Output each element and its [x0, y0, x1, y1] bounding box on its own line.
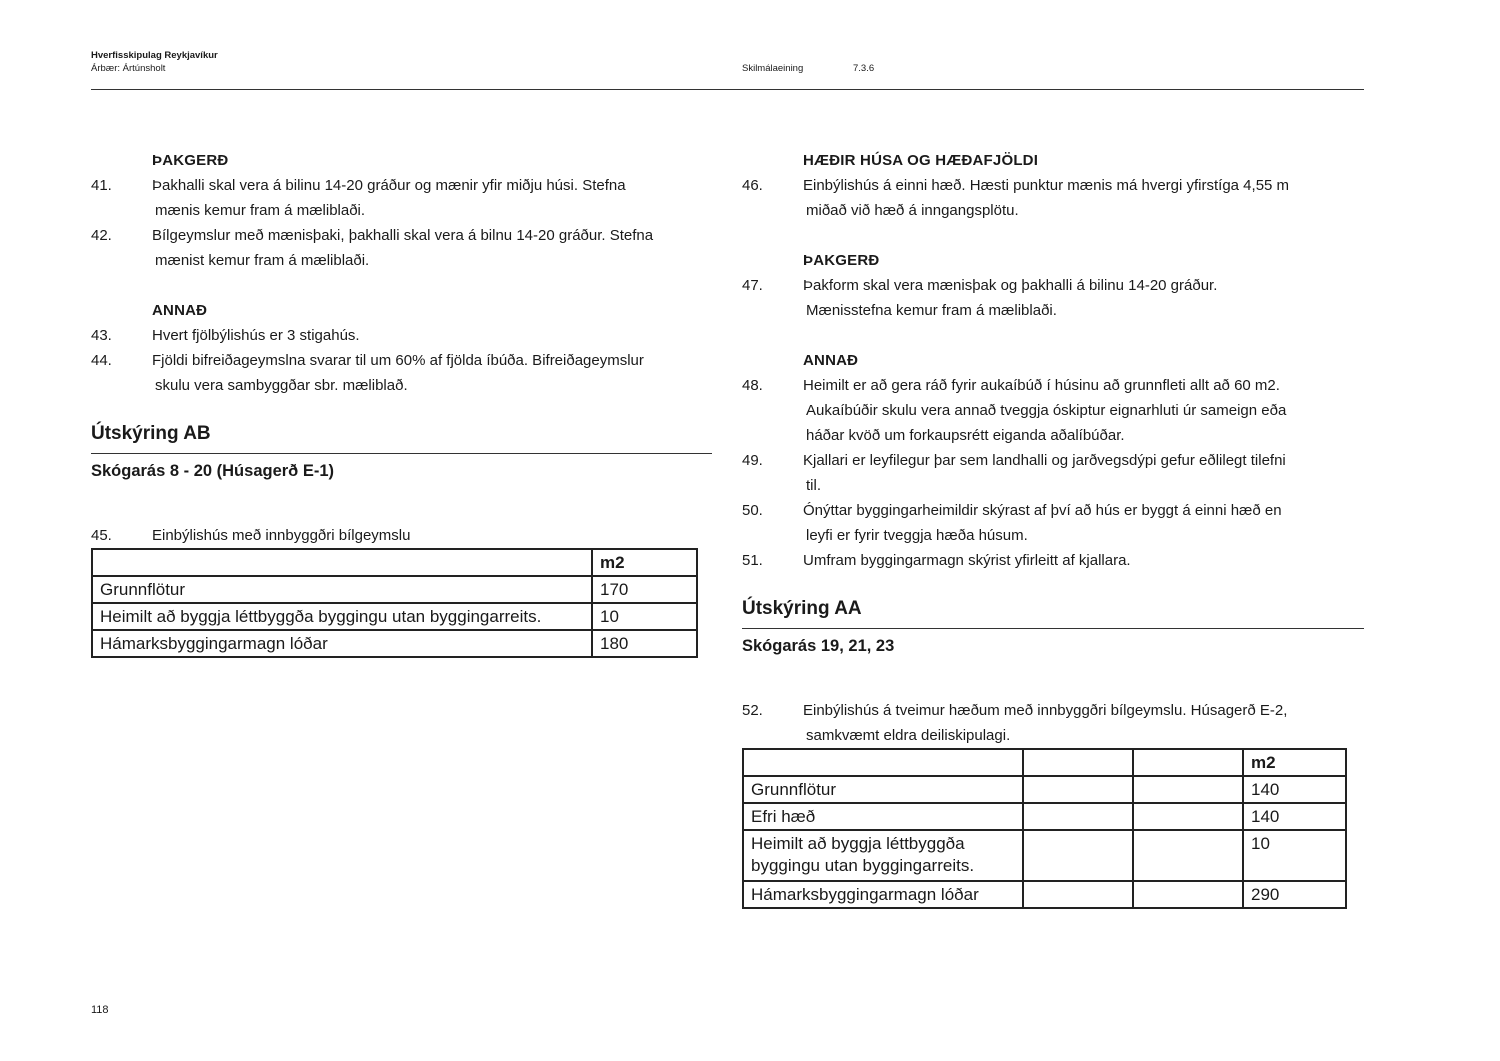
- document-subtitle: Árbær: Ártúnsholt: [91, 63, 166, 74]
- table-cell: 140: [1243, 776, 1346, 803]
- header-divider: [91, 89, 1364, 90]
- table-cell: 180: [592, 630, 697, 657]
- list-item-48: [742, 373, 1362, 448]
- table-cell: [743, 749, 1023, 776]
- list-item-41: [91, 173, 711, 223]
- item-text: Þakform skal vera mænisþak og þakhalli á bilinu 14-20 gráður.: [803, 277, 1218, 294]
- table-cell: m2: [1243, 749, 1346, 776]
- item-number: 50.: [742, 502, 763, 519]
- section-divider: [91, 453, 712, 454]
- right-heading-haedir: HÆÐIR HÚSA OG HÆÐAFJÖLDI: [803, 152, 1039, 169]
- table-cell: Efri hæð: [743, 803, 1023, 830]
- item-number: 46.: [742, 177, 763, 194]
- section-label: Skilmálaeining: [742, 63, 804, 74]
- subsection-title-skogaras-19-21-23: Skógarás 19, 21, 23: [742, 637, 895, 655]
- item-text: Hvert fjölbýlishús er 3 stigahús.: [152, 327, 360, 344]
- list-item-51: [742, 548, 1362, 573]
- list-item-52: [742, 698, 1362, 748]
- section-title-aa: Útskýring AA: [742, 598, 862, 619]
- list-item-42: [91, 223, 711, 273]
- table-cell: [1133, 776, 1243, 803]
- table-row: [743, 776, 1346, 803]
- item-text: Einbýlishús á tveimur hæðum með innbyggðri bílgeymslu. Húsagerð E-2,: [803, 702, 1288, 719]
- table-row: [92, 576, 697, 603]
- item-number: 43.: [91, 327, 112, 344]
- page-number: 118: [91, 1004, 109, 1016]
- list-item-45: [91, 523, 711, 548]
- section-divider: [742, 628, 1364, 629]
- table-cell: [1133, 830, 1243, 881]
- section-number: 7.3.6: [853, 63, 875, 74]
- list-item-44: [91, 348, 711, 398]
- item-text: Aukaíbúðir skulu vera annað tveggja óskiptur eignarhluti úr sameign eða: [806, 402, 1287, 419]
- table-cell: [1023, 881, 1133, 908]
- item-text: Fjöldi bifreiðageymslna svarar til um 60% af fjölda íbúða. Bifreiðageymslur: [152, 352, 644, 369]
- item-number: 45.: [91, 527, 112, 544]
- document-title: Hverfisskipulag Reykjavíkur: [91, 50, 218, 61]
- item-text: Mænisstefna kemur fram á mæliblaði.: [806, 302, 1057, 319]
- table-cell: Hámarksbyggingarmagn lóðar: [92, 630, 592, 657]
- section-title-ab: Útskýring AB: [91, 423, 211, 444]
- item-text: Ónýttar byggingarheimildir skýrast af því að hús er byggt á einni hæð en: [803, 502, 1282, 519]
- table-cell: Grunnflötur: [92, 576, 592, 603]
- table-cell: [1133, 881, 1243, 908]
- table-cell: [92, 549, 592, 576]
- left-heading-annad: ANNAÐ: [152, 302, 208, 319]
- item-number: 42.: [91, 227, 112, 244]
- table-cell: [1133, 803, 1243, 830]
- table-cell: m2: [592, 549, 697, 576]
- table-header-row: [743, 749, 1346, 776]
- right-heading-annad: ANNAÐ: [803, 352, 859, 369]
- item-number: 41.: [91, 177, 112, 194]
- table-cell: [1023, 803, 1133, 830]
- item-text: til.: [806, 477, 821, 494]
- item-number: 51.: [742, 552, 763, 569]
- item-text: háðar kvöð um forkaupsrétt eiganda aðalíbúðar.: [806, 427, 1125, 444]
- item-number: 48.: [742, 377, 763, 394]
- item-text: Heimilt er að gera ráð fyrir aukaíbúð í húsinu að grunnfleti allt að 60 m2.: [803, 377, 1280, 394]
- table-cell: 10: [1243, 830, 1346, 881]
- list-item-50: [742, 498, 1362, 548]
- area-table-aa: [742, 748, 1347, 909]
- table-cell: [1023, 776, 1133, 803]
- table-cell: Heimilt að byggja léttbyggða byggingu utan byggingarreits.: [743, 830, 1023, 881]
- table-row: [92, 630, 697, 657]
- item-text: Einbýlishús með innbyggðri bílgeymslu: [152, 527, 411, 544]
- table-row: [743, 803, 1346, 830]
- table-row: [92, 603, 697, 630]
- item-text: skulu vera sambyggðar sbr. mæliblað.: [155, 377, 408, 394]
- item-text: mænis kemur fram á mæliblaði.: [155, 202, 366, 219]
- table-row: [743, 830, 1346, 881]
- item-number: 47.: [742, 277, 763, 294]
- table-header-row: [92, 549, 697, 576]
- table-cell: 290: [1243, 881, 1346, 908]
- table-cell: Hámarksbyggingarmagn lóðar: [743, 881, 1023, 908]
- item-text: samkvæmt eldra deiliskipulagi.: [806, 727, 1011, 744]
- item-text: mænist kemur fram á mæliblaði.: [155, 252, 370, 269]
- table-cell: [1133, 749, 1243, 776]
- table-row: [743, 881, 1346, 908]
- item-number: 49.: [742, 452, 763, 469]
- list-item-43: [91, 323, 711, 348]
- item-text: miðað við hæð á inngangsplötu.: [806, 202, 1019, 219]
- table-cell: Grunnflötur: [743, 776, 1023, 803]
- list-item-46: [742, 173, 1362, 223]
- table-cell: 170: [592, 576, 697, 603]
- item-number: 52.: [742, 702, 763, 719]
- table-cell: Heimilt að byggja léttbyggða byggingu utan byggingarreits.: [92, 603, 592, 630]
- item-text: Einbýlishús á einni hæð. Hæsti punktur mænis má hvergi yfirstíga 4,55 m: [803, 177, 1290, 194]
- item-text: Bílgeymslur með mænisþaki, þakhalli skal vera á bilnu 14-20 gráður. Stefna: [152, 227, 654, 244]
- list-item-47: [742, 273, 1362, 323]
- left-heading-thakgerd: ÞAKGERÐ: [152, 152, 229, 169]
- item-text: Umfram byggingarmagn skýrist yfirleitt af kjallara.: [803, 552, 1131, 569]
- table-cell: 140: [1243, 803, 1346, 830]
- area-table-ab: [91, 548, 698, 658]
- item-text: leyfi er fyrir tveggja hæða húsum.: [806, 527, 1028, 544]
- item-text: Kjallari er leyfilegur þar sem landhalli og jarðvegsdýpi gefur eðlilegt tilefni: [803, 452, 1286, 469]
- item-number: 44.: [91, 352, 112, 369]
- table-cell: 10: [592, 603, 697, 630]
- subsection-title-skogaras-8-20: Skógarás 8 - 20 (Húsagerð E-1): [91, 462, 335, 480]
- list-item-49: [742, 448, 1362, 498]
- table-cell: [1023, 830, 1133, 881]
- table-cell: [1023, 749, 1133, 776]
- right-heading-thakgerd: ÞAKGERÐ: [803, 252, 880, 269]
- item-text: Þakhalli skal vera á bilinu 14-20 gráður og mænir yfir miðju húsi. Stefna: [152, 177, 626, 194]
